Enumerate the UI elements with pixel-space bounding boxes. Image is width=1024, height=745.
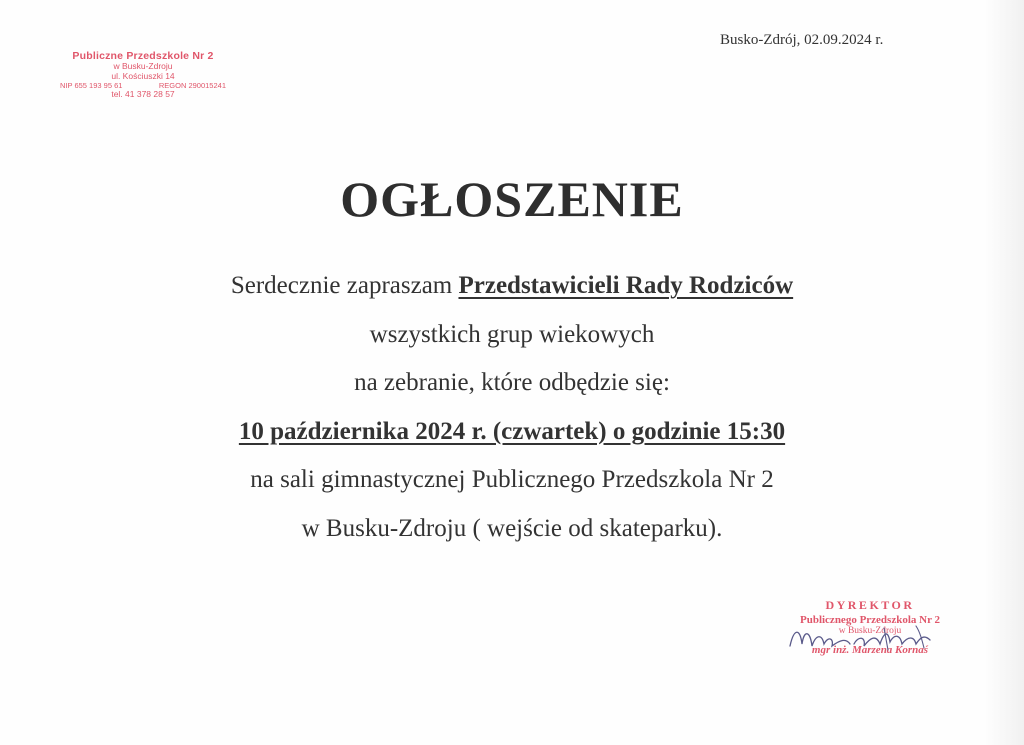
stamp-nip: NIP 655 193 95 61 — [60, 80, 123, 90]
stamp-name: Publiczne Przedszkole Nr 2 — [72, 50, 214, 62]
body-line-4 — [0, 410, 1024, 459]
body-line-6: w Busku-Zdroju ( wejście od skateparku). — [301, 514, 723, 542]
body-line-5: na sali gimnastycznej Publicznego Przedszkola Nr 2 — [250, 466, 774, 493]
invitation-text: Serdecznie zapraszam — [230, 272, 459, 299]
director-role: DYREKTOR — [825, 598, 915, 612]
stamp-city: w Busku-Zdroju — [113, 61, 173, 72]
handwritten-signature-icon — [784, 620, 944, 656]
document-title: OGŁOSZENIE — [340, 171, 684, 227]
document-date: Busko-Zdrój, 02.09.2024 r. — [720, 32, 884, 48]
body-line-1 — [0, 264, 1024, 313]
director-institution: Publicznego Przedszkola Nr 2 — [799, 614, 941, 626]
body-line-3: na zebranie, które odbędzie się: — [354, 369, 670, 396]
invitees: Przedstawicieli Rady Rodziców — [458, 272, 794, 299]
director-name: mgr inż. Marzena Kornaś — [811, 644, 929, 656]
stamp-street: ul. Kościuszki 14 — [111, 70, 175, 81]
body-line-2: wszystkich grup wiekowych — [369, 320, 655, 348]
director-city: w Busku-Zdroju — [838, 626, 902, 636]
institution-stamp — [58, 50, 228, 100]
announcement-body — [0, 264, 1024, 555]
stamp-phone: tel. 41 378 28 57 — [111, 89, 175, 100]
stamp-regon: REGON 290015241 — [158, 80, 226, 90]
meeting-datetime: 10 października 2024 r. (czwartek) o godzinie 15:30 — [238, 417, 786, 445]
